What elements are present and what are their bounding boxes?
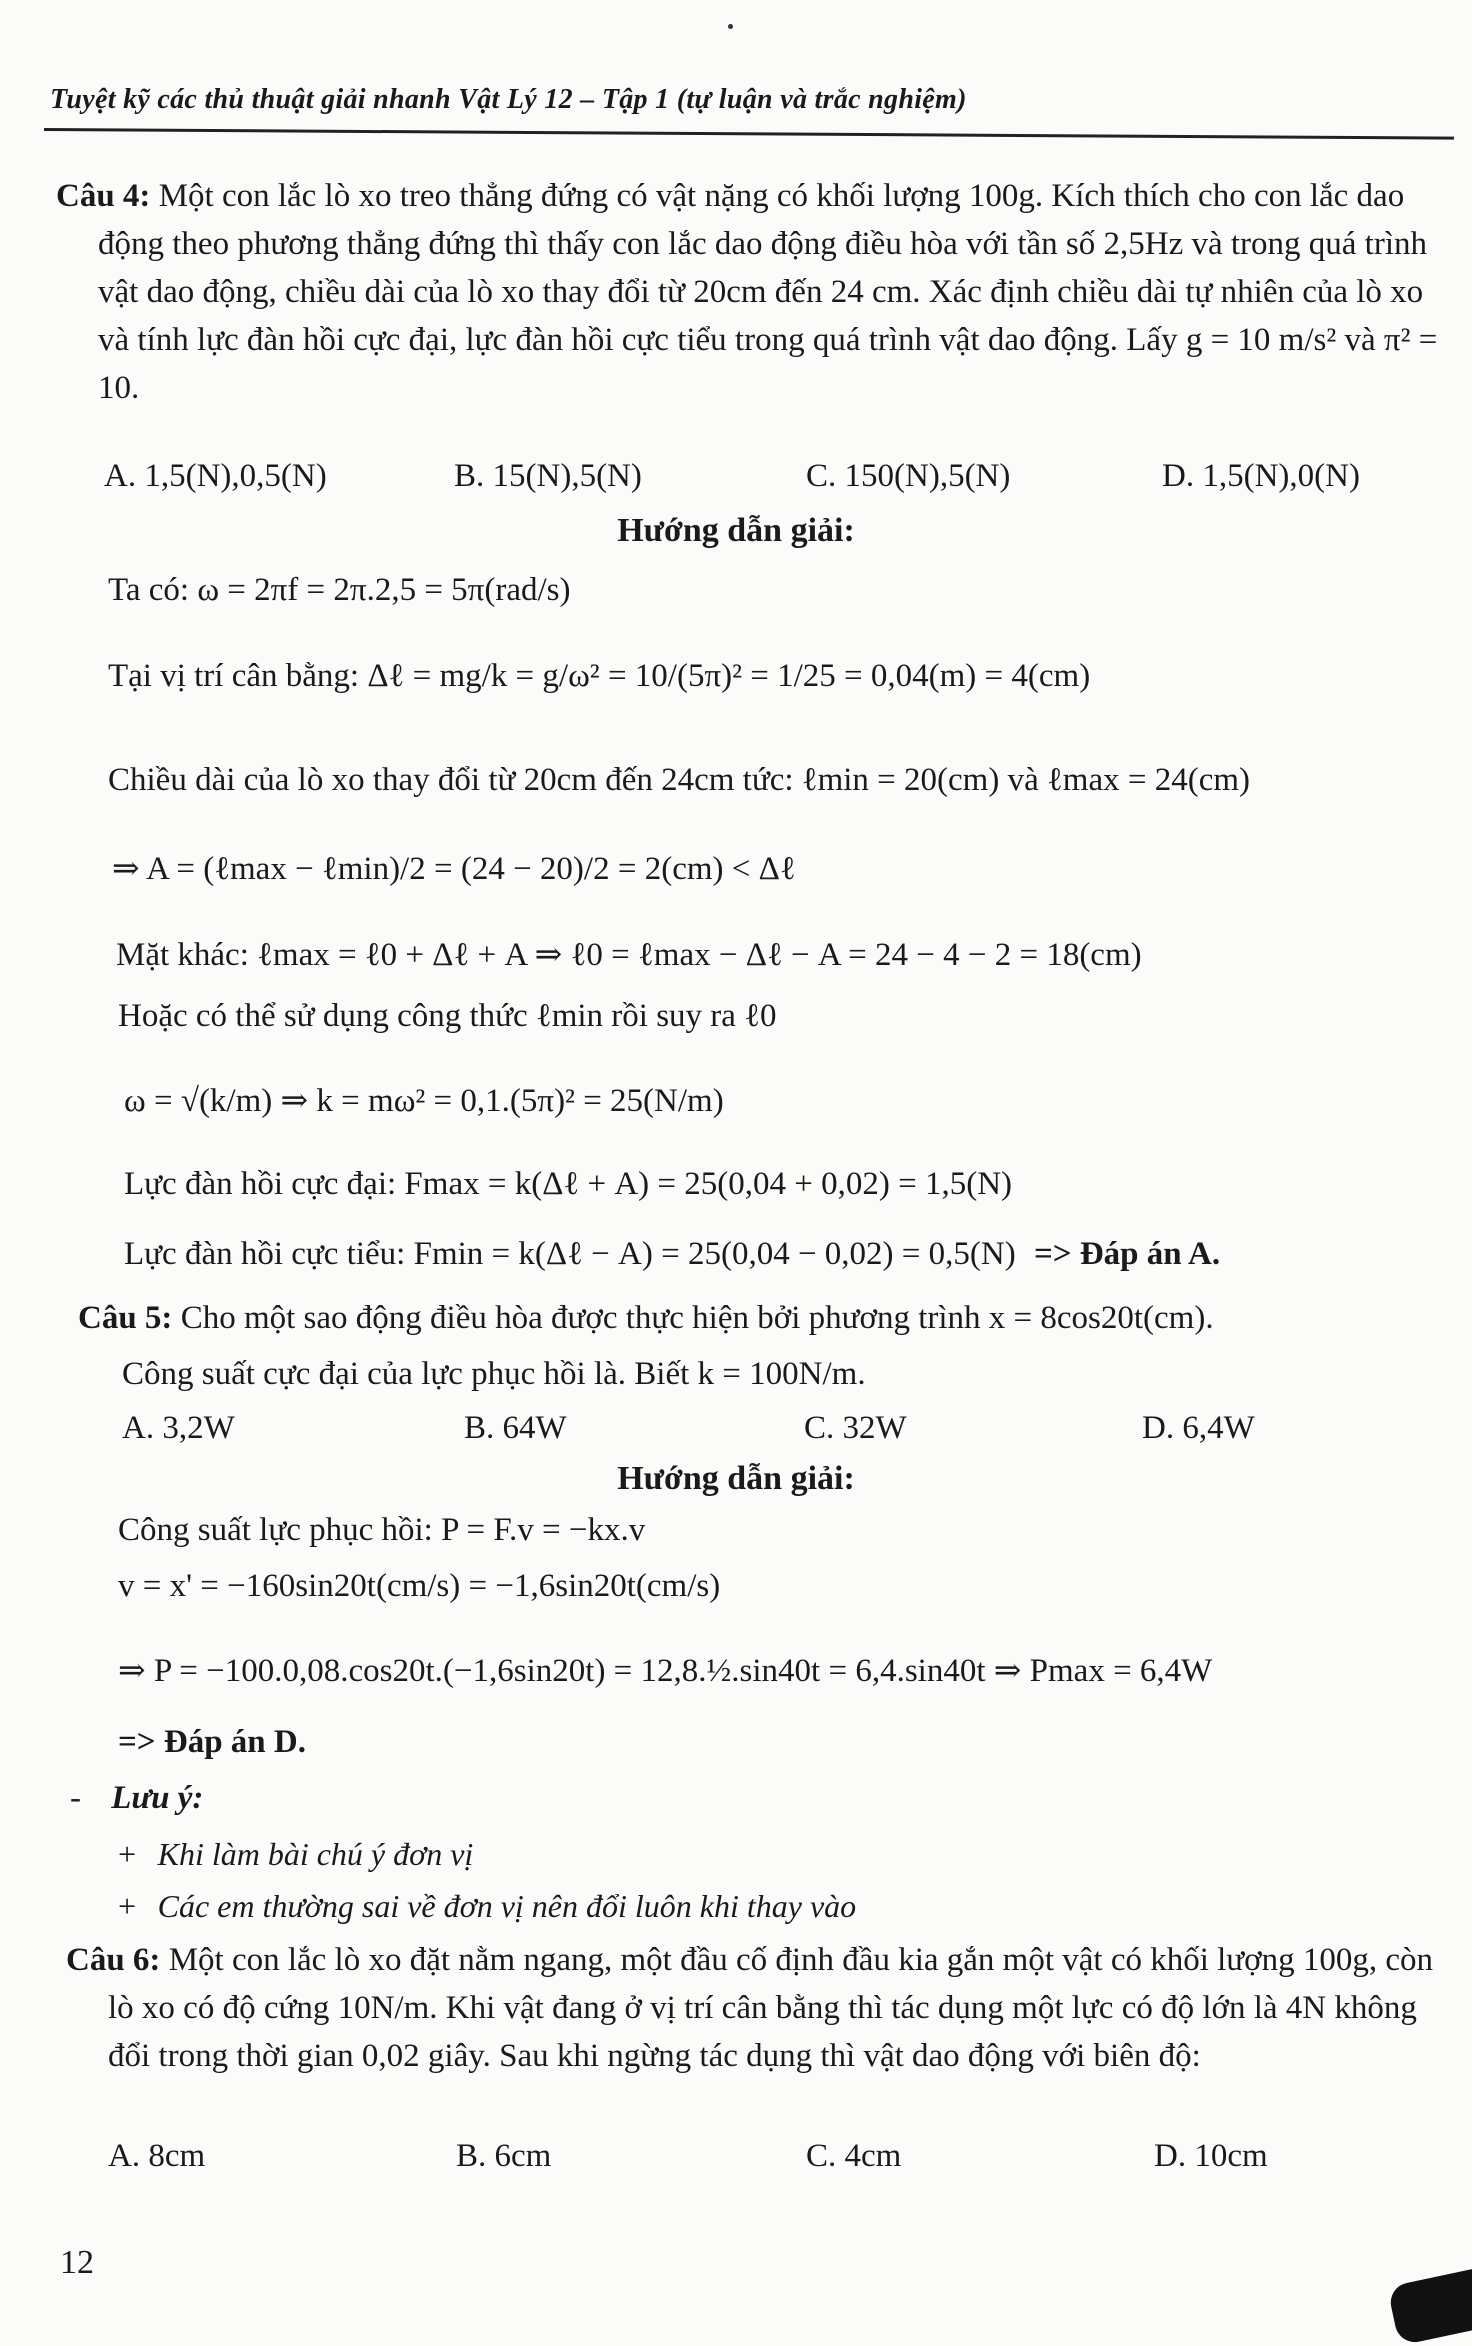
solution-4-line-8: Lực đàn hồi cực đại: Fmax = k(Δℓ + A) = 25(0,04 + 0,02) = 1,5(N) — [124, 1166, 1013, 1202]
solution-5-line-3: ⇒ P = −100.0,08.cos20t.(−1,6sin20t) = 12,8.½.sin40t = 6,4.sin40t ⇒ Pmax = 6,4W — [118, 1653, 1213, 1689]
question-4-text: Một con lắc lò xo treo thẳng đứng có vật nặng có khối lượng 100g. Kích thích cho con lắc dao động theo phương thẳng đứng thì thấy con lắc dao động điều hòa với tần số 2,5Hz và trong quá trình vật dao động, chiều dài của lò xo thay đổi từ 20cm đến 24 cm. Xác định chiều dài tự nhiên của lò xo và tính lực đàn hồi cực đại, lực đàn hồi cực tiểu trong quá trình vật dao động. Lấy g = 10 m/s² và π² = 10. — [98, 178, 1438, 406]
solution-4-line-3: Chiều dài của lò xo thay đổi từ 20cm đến 24cm tức: ℓmin = 20(cm) và ℓmax = 24(cm) — [108, 762, 1251, 798]
question-6-title: Câu 6: — [66, 1942, 161, 1978]
note-item-1 — [116, 1836, 473, 1873]
option-c: C. 32W — [804, 1410, 907, 1446]
option-c: C. 4cm — [806, 2138, 902, 2174]
plus-bullet: + — [116, 1888, 138, 1924]
running-header: Tuyệt kỹ các thủ thuật giải nhanh Vật Lý 12 – Tập 1 (tự luận và trắc nghiệm) — [50, 84, 967, 115]
solution-4-line-6: Hoặc có thể sử dụng công thức ℓmin rồi suy ra ℓ0 — [118, 998, 777, 1034]
option-c: C. 150(N),5(N) — [806, 458, 1011, 494]
solution-4-line-1: Ta có: ω = 2πf = 2π.2,5 = 5π(rad/s) — [108, 572, 571, 608]
question-6-options — [108, 2138, 1408, 2184]
option-b: B. 6cm — [456, 2138, 552, 2174]
option-b: B. 64W — [464, 1410, 567, 1446]
guide-heading-5: Hướng dẫn giải: — [617, 1460, 855, 1497]
solution-5-line-1: Công suất lực phục hồi: P = F.v = −kx.v — [118, 1512, 646, 1548]
option-a: A. 3,2W — [122, 1410, 235, 1446]
solution-5-line-2: v = x' = −160sin20t(cm/s) = −1,6sin20t(cm/s) — [118, 1568, 721, 1604]
option-b: B. 15(N),5(N) — [454, 458, 642, 494]
question-5-text-2: Công suất cực đại của lực phục hồi là. Biết k = 100N/m. — [122, 1356, 866, 1392]
question-5-text: Cho một sao động điều hòa được thực hiện bởi phương trình x = 8cos20t(cm). — [180, 1300, 1214, 1336]
note-item-1-text: Khi làm bài chú ý đơn vị — [157, 1836, 474, 1872]
solution-4-line-5: Mặt khác: ℓmax = ℓ0 + Δℓ + A ⇒ ℓ0 = ℓmax − Δℓ − A = 24 − 4 − 2 = 18(cm) — [116, 937, 1142, 973]
question-6-text: Một con lắc lò xo đặt nằm ngang, một đầu cố định đầu kia gắn một vật có khối lượng 100g, còn lò xo có độ cứng 10N/m. Khi vật đang ở vị trí cân bằng thì tác dụng một lực có độ lớn là 4N không đổi trong thời gian 0,02 giây. Sau khi ngừng tác dụng thì vật dao động với biên độ: — [108, 1942, 1434, 2074]
print-dot — [728, 24, 733, 29]
solution-4-line-7: ω = √(k/m) ⇒ k = mω² = 0,1.(5π)² = 25(N/m) — [124, 1083, 724, 1119]
question-5 — [78, 1300, 1214, 1337]
option-d: D. 10cm — [1154, 2138, 1268, 2174]
option-d: D. 1,5(N),0(N) — [1162, 458, 1360, 494]
note — [70, 1780, 203, 1817]
plus-bullet: + — [116, 1836, 138, 1872]
question-4-title: Câu 4: — [56, 178, 151, 214]
question-4 — [56, 172, 1454, 412]
answer-5: => Đáp án D. — [118, 1724, 306, 1760]
header-rule — [44, 128, 1454, 140]
answer-4: => Đáp án A. — [1033, 1236, 1221, 1272]
solution-4-line-2: Tại vị trí cân bằng: Δℓ = mg/k = g/ω² = 10/(5π)² = 1/25 = 0,04(m) = 4(cm) — [108, 658, 1091, 694]
solution-4-line-9-text: Lực đàn hồi cực tiểu: Fmin = k(Δℓ − A) = 25(0,04 − 0,02) = 0,5(N) — [124, 1236, 1016, 1272]
solution-4-line-9 — [124, 1236, 1220, 1273]
option-a: A. 8cm — [108, 2138, 206, 2174]
option-d: D. 6,4W — [1142, 1410, 1255, 1446]
page-corner-shadow — [1387, 2262, 1472, 2346]
question-4-options — [104, 458, 1404, 504]
question-5-options — [122, 1410, 1422, 1456]
note-label: Lưu ý: — [111, 1780, 204, 1816]
note-dash: - — [70, 1780, 81, 1816]
page-number: 12 — [60, 2244, 94, 2281]
option-a: A. 1,5(N),0,5(N) — [104, 458, 327, 494]
question-6 — [66, 1936, 1452, 2080]
note-item-2-text: Các em thường sai về đơn vị nên đổi luôn khi thay vào — [157, 1888, 857, 1924]
solution-4-line-4: ⇒ A = (ℓmax − ℓmin)/2 = (24 − 20)/2 = 2(cm) < Δℓ — [112, 851, 796, 887]
question-5-title: Câu 5: — [78, 1300, 173, 1336]
note-item-2 — [116, 1888, 856, 1925]
guide-heading-4: Hướng dẫn giải: — [617, 512, 855, 549]
